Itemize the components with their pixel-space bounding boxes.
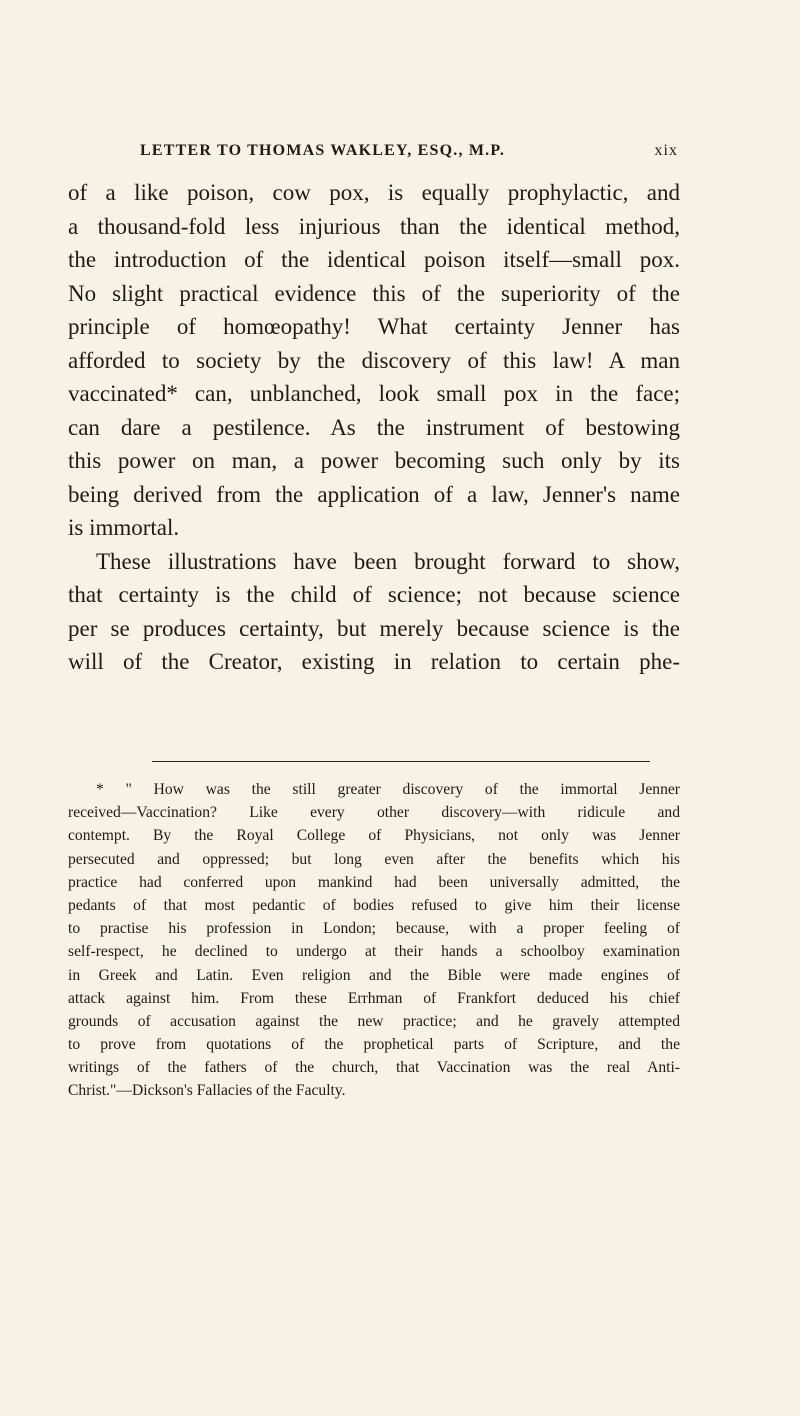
- text-line: can dare a pestilence. As the instrument of bestowing: [68, 414, 680, 440]
- footnote-line: writings of the fathers of the church, that Vaccination was the real Anti-: [68, 1059, 680, 1077]
- text-line: is immortal.: [68, 515, 180, 540]
- text-line: These illustrations have been brought forward to show,: [96, 548, 680, 574]
- footnote-rule: [152, 761, 650, 762]
- footnote-line: self-respect, he declined to undergo at their hands a schoolboy examination: [68, 943, 680, 961]
- text-line: this power on man, a power becoming such only by its: [68, 448, 680, 473]
- footnote-line: pedants of that most pedantic of bodies refused to give him their license: [68, 896, 680, 914]
- text-line: principle of homœopathy! What certainty Jenner has: [68, 314, 680, 339]
- text-line: that certainty is the child of science; not because science: [68, 582, 680, 607]
- footnote: [68, 778, 680, 1103]
- footnote-line: Christ."—Dickson's Fallacies of the Faculty.: [68, 1082, 346, 1100]
- running-title: LETTER TO THOMAS WAKLEY, ESQ., M.P.: [140, 142, 506, 159]
- text-line: a thousand-fold less injurious than the identical method,: [68, 213, 680, 239]
- text-line: being derived from the application of a law, Jenner's name: [68, 481, 680, 507]
- footnote-line: practice had conferred upon mankind had been universally admitted, the: [68, 873, 680, 891]
- main-text: [68, 176, 680, 679]
- text-line: will of the Creator, existing in relation to certain phe-: [68, 649, 680, 674]
- footnote-line: received—Vaccination? Like every other discovery—with ridicule and: [68, 804, 680, 822]
- footnote-line: to prove from quotations of the prophetical parts of Scripture, and the: [68, 1036, 680, 1054]
- text-line: No slight practical evidence this of the superiority of the: [68, 280, 680, 306]
- footnote-line: persecuted and oppressed; but long even after the benefits which his: [68, 850, 680, 868]
- footnote-line: contempt. By the Royal College of Physicians, not only was Jenner: [68, 827, 680, 845]
- page-number: xix: [654, 142, 678, 159]
- text-line: vaccinated* can, unblanched, look small pox in the face;: [68, 381, 680, 406]
- footnote-line: grounds of accusation against the new practice; and he gravely attempted: [68, 1012, 680, 1030]
- text-line: per se produces certainty, but merely because science is the: [68, 615, 680, 641]
- footnote-line: to practise his profession in London; because, with a proper feeling of: [68, 920, 680, 938]
- text-line: the introduction of the identical poison itself—small pox.: [68, 247, 680, 272]
- text-line: afforded to society by the discovery of this law! A man: [68, 347, 680, 373]
- running-head: [140, 142, 678, 166]
- text-line: of a like poison, cow pox, is equally prophylactic, and: [68, 180, 680, 205]
- footnote-line: * " How was the still greater discovery of the immortal Jenner: [96, 781, 680, 798]
- footnote-line: attack against him. From these Errhman of Frankfort deduced his chief: [68, 989, 680, 1007]
- footnote-line: in Greek and Latin. Even religion and the Bible were made engines of: [68, 966, 680, 984]
